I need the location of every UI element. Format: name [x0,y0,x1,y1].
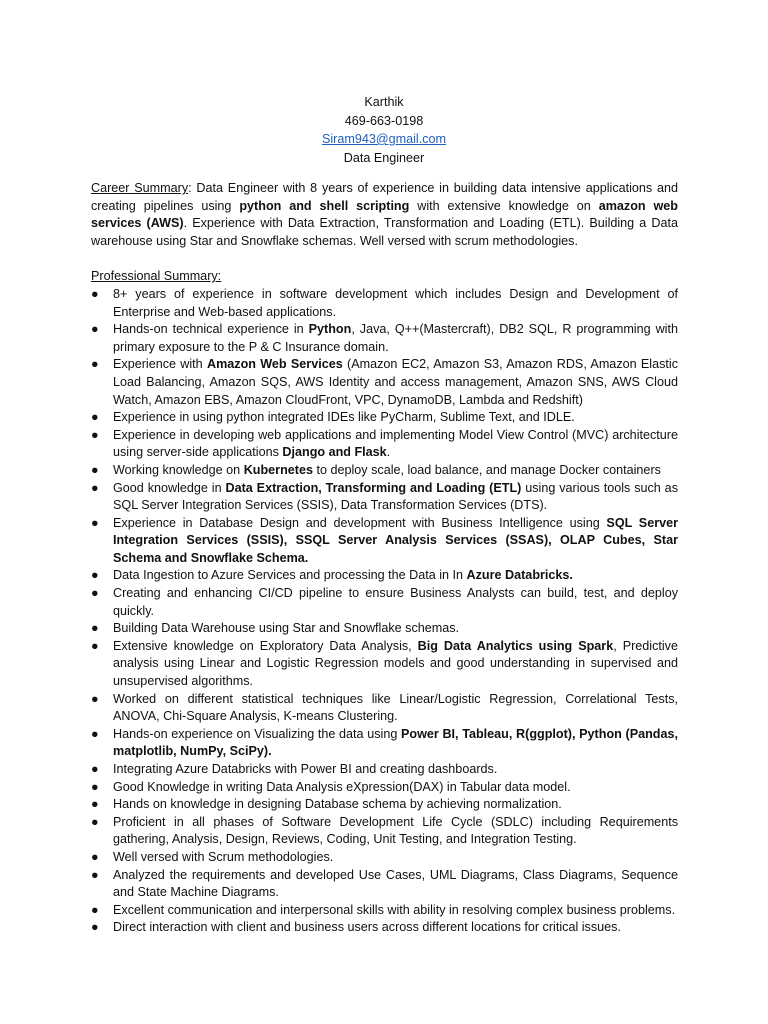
summary-bullet-item [91,638,678,691]
bullet-icon: ● [91,638,99,653]
bullet-segment-text: Good Knowledge in writing Data Analysis eXpression(DAX) in Tabular data model. [113,779,571,794]
summary-bullet-item [91,409,678,427]
summary-bullet-item [91,515,678,568]
summary-bullet-item [91,480,678,515]
summary-bullet-item [91,321,678,356]
summary-bullet-item [91,902,678,920]
bullet-segment-text: using various tools such as SQL Server Integration Services (SSIS), Data Transformation Services (DTS). [113,480,678,513]
summary-bullet-item [91,919,678,937]
bullet-text [113,780,571,794]
bullet-text [113,639,678,688]
bullet-text [113,692,678,724]
bullet-segment-text: Well versed with Scrum methodologies. [113,849,334,864]
bullet-segment-text: Experience in developing web applications and implementing Model View Control (MVC) architecture using server-side applications [113,427,678,460]
career-summary-segment-bold: python and shell scripting [239,198,410,213]
bullet-icon: ● [91,586,99,601]
career-summary-segment-text: with extensive knowledge on [409,198,599,213]
career-summary-segment-text: . Experience with Data Extraction, Transformation and Loading (ETL). Building a Data warehouse using Star and Snowflake schemas. Well versed with scrum methodologies. [91,216,678,248]
bullet-segment-text: to deploy scale, load balance, and manage Docker containers [312,462,661,477]
bullet-text [113,727,678,759]
bullet-segment-text: Good knowledge in [113,480,226,495]
summary-bullet-item [91,779,678,797]
resume-header [0,94,768,168]
bullet-text [113,797,562,811]
bullet-text [113,287,678,319]
summary-bullet-item [91,691,678,726]
bullet-segment-text: Data Ingestion to Azure Services and processing the Data in In [113,568,467,583]
bullet-segment-bold: Data Extraction, Transforming and Loading (ETL) [225,480,522,495]
bullet-segment-text: Working knowledge on [113,462,244,477]
bullet-segment-bold: Big Data Analytics using Spark [417,638,614,653]
bullet-text [113,621,459,635]
bullet-icon: ● [91,410,99,425]
bullet-segment-text: Integrating Azure Databricks with Power BI and creating dashboards. [113,762,498,776]
bullet-segment-bold: Power BI, Tableau, R(ggplot), Python (Pandas, matplotlib, NumPy, SciPy). [113,726,678,759]
summary-bullet-item [91,761,678,779]
bullet-segment-text: 8+ years of experience in software development which includes Design and Development of Enterprise and Web-based applications. [113,286,678,319]
bullet-text [113,586,678,618]
bullet-segment-text: Hands on knowledge in designing Database schema by achieving normalization. [113,797,562,812]
bullet-text [113,516,678,565]
bullet-icon: ● [91,814,99,829]
bullet-segment-text: Experience in using python integrated IDEs like PyCharm, Sublime Text, and IDLE. [113,410,575,425]
job-title: Data Engineer [343,150,425,165]
summary-bullet-item [91,867,678,902]
bullet-segment-text: Hands-on technical experience in [113,322,309,337]
career-summary-heading: Career Summary [91,181,189,195]
bullet-segment-text: , Predictive analysis using Linear and Logistic Regression models and good understanding in supervised and unsupervised algorithms. [113,638,678,689]
bullet-segment-text: Worked on different statistical techniques like Linear/Logistic Regression, Correlational Tests, ANOVA, Chi-Square Analysis, K-means Clustering. [113,691,678,724]
bullet-segment-bold: Kubernetes [243,462,313,477]
bullet-text [113,850,333,864]
bullet-icon: ● [91,920,99,935]
bullet-icon: ● [91,691,99,706]
email-link[interactable]: Siram943@gmail.com [321,132,447,146]
professional-summary-heading: Professional Summary: [91,269,222,284]
bullet-icon: ● [91,357,99,372]
bullet-segment-text: Proficient in all phases of Software Development Life Cycle (SDLC) including Requirements gathering, Analysis, Design, Reviews, Coding, Unit Testing, and Integration Testing. [113,814,678,847]
summary-bullet-item [91,462,678,480]
summary-bullet-item [91,849,678,867]
bullet-text [113,481,678,513]
professional-summary-list [91,286,678,937]
resume-body [91,180,678,937]
bullet-segment-text: Direct interaction with client and business users across different locations for critical issues. [113,920,621,935]
career-summary-colon: : [188,181,192,195]
summary-bullet-item [91,427,678,462]
bullet-text [113,868,678,900]
bullet-segment-text: Building Data Warehouse using Star and Snowflake schemas. [113,621,460,636]
bullet-text [113,322,678,354]
bullet-text [113,920,621,934]
summary-bullet-item [91,356,678,409]
bullet-icon: ● [91,762,99,776]
bullet-segment-text: Hands-on experience on Visualizing the data using [113,726,401,741]
bullet-segment-text: Experience in Database Design and development with Business Intelligence using [113,515,607,530]
bullet-text [113,568,573,582]
bullet-icon: ● [91,286,99,301]
bullet-segment-text: Excellent communication and interpersonal skills with ability in resolving complex business problems. [113,902,676,917]
bullet-text [113,410,575,424]
summary-bullet-item [91,286,678,321]
bullet-icon: ● [91,726,99,741]
bullet-text [113,762,497,776]
bullet-icon: ● [91,480,99,495]
bullet-segment-bold: Azure Databricks. [466,568,573,583]
bullet-icon: ● [91,568,99,583]
phone-number: 469-663-0198 [344,113,424,128]
summary-bullet-item [91,567,678,585]
bullet-icon: ● [91,462,99,477]
career-summary-segment-bold: amazon web services (AWS) [91,198,678,231]
bullet-icon: ● [91,779,99,794]
bullet-segment-text: Extensive knowledge on Exploratory Data Analysis, [113,638,418,653]
career-summary-segment-text: Data Engineer with 8 years of experience in building data intensive applications and creating pipelines using [91,181,679,213]
bullet-segment-bold: Amazon Web Services [206,357,343,372]
bullet-icon: ● [91,849,99,864]
bullet-segment-text: Creating and enhancing CI/CD pipeline to ensure Business Analysts can build, test, and deploy quickly. [113,586,678,618]
bullet-icon: ● [91,797,99,812]
bullet-text [113,463,661,477]
summary-bullet-item [91,620,678,638]
bullet-segment-bold: Django and Flask [282,445,387,460]
summary-bullet-item [91,585,678,620]
bullet-icon: ● [91,621,99,636]
summary-bullet-item [91,726,678,761]
bullet-segment-text: Experience with [113,357,207,372]
career-summary [91,180,678,250]
bullet-segment-text: . [386,445,391,460]
summary-bullet-item [91,814,678,849]
bullet-icon: ● [91,515,99,530]
bullet-segment-text: , Java, Q++(Mastercraft), DB2 SQL, R programming with primary exposure to the P & C Insurance domain. [113,322,678,354]
bullet-icon: ● [91,902,99,917]
bullet-text [113,357,678,406]
bullet-segment-text: (Amazon EC2, Amazon S3, Amazon RDS, Amazon Elastic Load Balancing, Amazon SQS, AWS Identity and access management, Amazon SNS, AWS Cloud Watch, Amazon EBS, Amazon CloudFront, VPC, DynamoDB, Lambda and Redshift) [113,357,679,407]
summary-bullet-item [91,796,678,814]
professional-summary-section [91,268,678,286]
bullet-text [113,428,678,460]
bullet-icon: ● [91,322,99,337]
bullet-text [113,903,675,917]
bullet-icon: ● [91,867,99,882]
bullet-segment-text: Analyzed the requirements and developed Use Cases, UML Diagrams, Class Diagrams, Sequence and State Machine Diagrams. [113,867,678,900]
bullet-icon: ● [91,427,99,442]
bullet-segment-bold: SQL Server Integration Services (SSIS), SSQL Server Analysis Services (SSAS), OLAP Cubes, Star Schema and Snowflake Schema. [113,515,679,565]
bullet-segment-bold: Python [308,322,352,337]
candidate-name: Karthik [364,95,404,109]
bullet-text [113,815,678,847]
